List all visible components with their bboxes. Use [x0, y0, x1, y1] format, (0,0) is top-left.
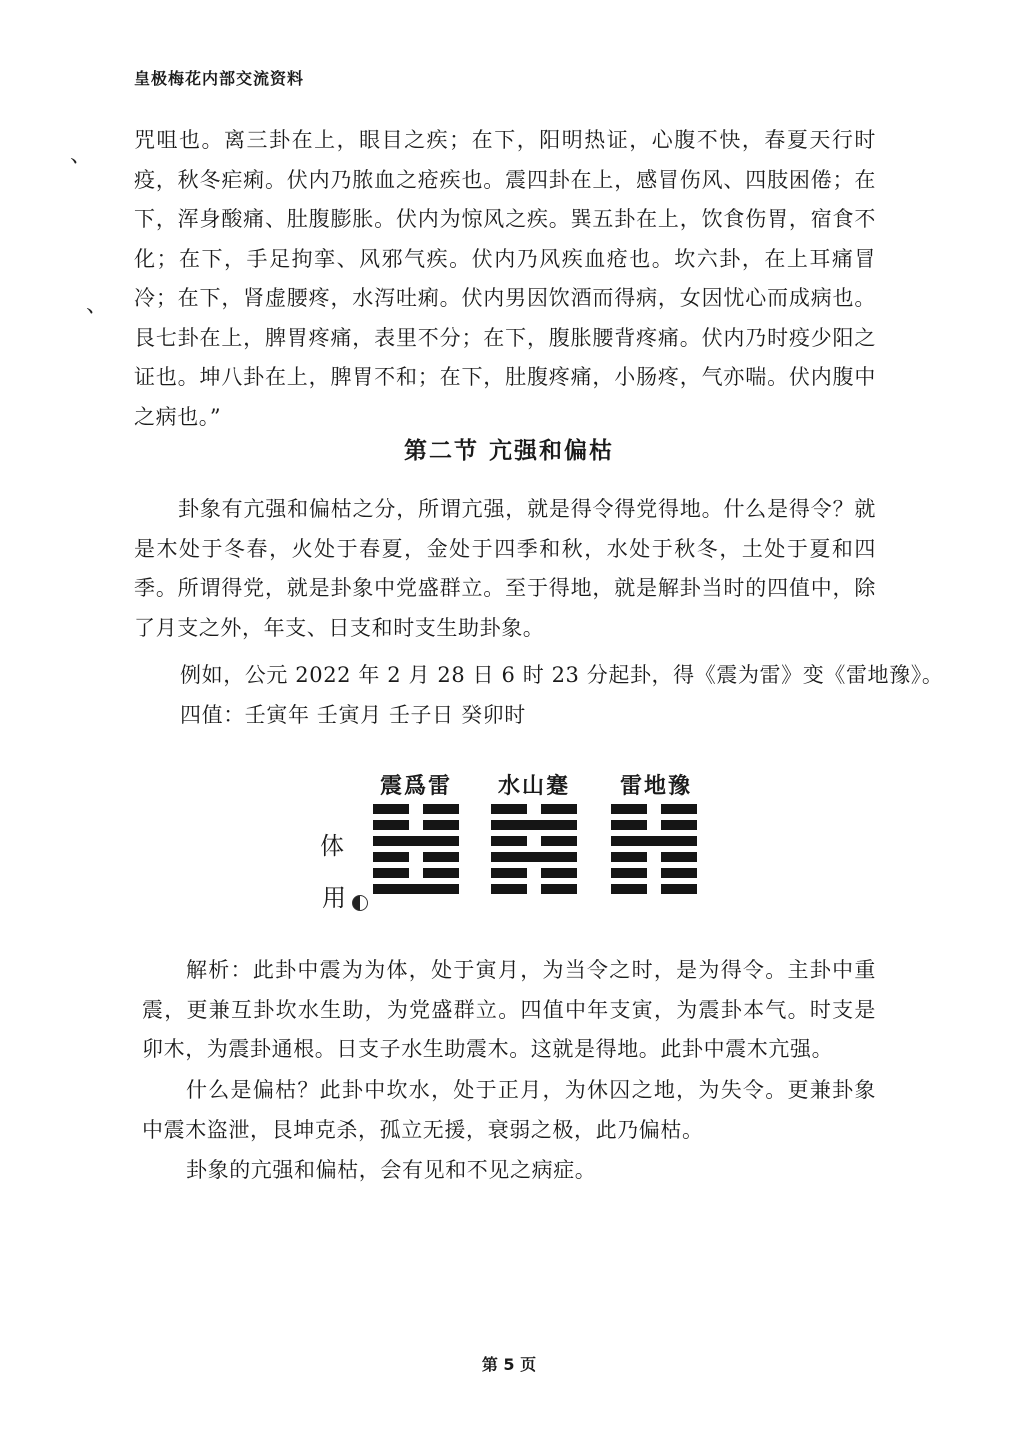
four-values-line: 四值：壬寅年 壬寅月 壬子日 癸卯时 [180, 703, 526, 727]
yang-line [491, 820, 577, 830]
margin-mark: 、 [86, 293, 109, 318]
yin-line [611, 820, 697, 830]
hexagram-lei-di-yu [611, 804, 697, 900]
example-line: 例如，公元 2022 年 2 月 28 日 6 时 23 分起卦，得《震为雷》变《雷地豫》。 [180, 663, 944, 687]
running-header: 皇极梅花内部交流资料 [134, 69, 305, 88]
margin-mark: 、 [70, 143, 93, 168]
analysis-paragraph: 解析：此卦中震为为体，处于寅月，为当令之时，是为得令。主卦中重震，更兼互卦坎水生助，为党盛群立。四值中年支寅，为震卦本气。时支是卯木，为震卦通根。日支子水生助震木。这就是得地。此卦中震木亢强。 [142, 958, 876, 1061]
yin-line [373, 868, 459, 878]
yin-line [611, 852, 697, 862]
yin-line [611, 804, 697, 814]
section-title: 第二节 亢强和偏枯 [403, 438, 614, 464]
taiji-icon [352, 895, 368, 911]
yin-line [491, 836, 577, 846]
yong-label: 用 [322, 884, 346, 912]
page-number: 第 5 页 [481, 1355, 537, 1374]
yin-line [491, 884, 577, 894]
hexagram-zhen-wei-lei [373, 804, 459, 900]
hexagram-name: 震爲雷 [380, 773, 453, 799]
body-paragraph-kangqiang: 卦象有亢强和偏枯之分，所谓亢强，就是得令得党得地。什么是得令？就是木处于冬春，火处于春夏，金处于四季和秋，水处于秋冬，土处于夏和四季。所谓得党，就是卦象中党盛群立。至于得地，就是解卦当时的四值中，除了月支之外，年支、日支和时支生助卦象。 [134, 497, 876, 640]
ti-label: 体 [320, 832, 344, 860]
yang-line [611, 836, 697, 846]
hexagram-shui-shan-jian [491, 804, 577, 900]
intro-paragraph: 咒咀也。离三卦在上，眼目之疾；在下，阳明热证，心腹不快，春夏天行时疫，秋冬疟痢。伏内乃脓血之疮疾也。震四卦在上，感冒伤风、四肢困倦；在下，浑身酸痛、肚腹膨胀。伏内为惊风之疾。巽五卦在上，饮食伤胃，宿食不化；在下，手足拘挛、风邪气疾。伏内乃风疾血疮也。坎六卦，在上耳痛冒冷；在下，肾虚腰疼，水泻吐痢。伏内男因饮酒而得病，女因忧心而成病也。艮七卦在上，脾胃疼痛，表里不分；在下，腹胀腰背疼痛。伏内乃时疫少阳之证也。坤八卦在上，脾胃不和；在下，肚腹疼痛，小肠疼，气亦喘。伏内腹中之病也。” [134, 128, 876, 429]
yin-line [611, 884, 697, 894]
piangu-paragraph: 什么是偏枯？此卦中坎水，处于正月，为休囚之地，为失令。更兼卦象中震木盗泄，艮坤克杀，孤立无援，衰弱之极，此乃偏枯。 [142, 1078, 876, 1142]
yin-line [491, 868, 577, 878]
closing-paragraph: 卦象的亢强和偏枯，会有见和不见之病症。 [186, 1158, 597, 1182]
yin-line [491, 804, 577, 814]
yin-line [373, 852, 459, 862]
yin-line [611, 868, 697, 878]
yin-line [373, 820, 459, 830]
yang-line [491, 852, 577, 862]
hexagram-name: 雷地豫 [620, 773, 693, 799]
hexagram-name: 水山蹇 [498, 773, 571, 799]
yang-line [373, 836, 459, 846]
yin-line [373, 804, 459, 814]
yang-line [373, 884, 459, 894]
